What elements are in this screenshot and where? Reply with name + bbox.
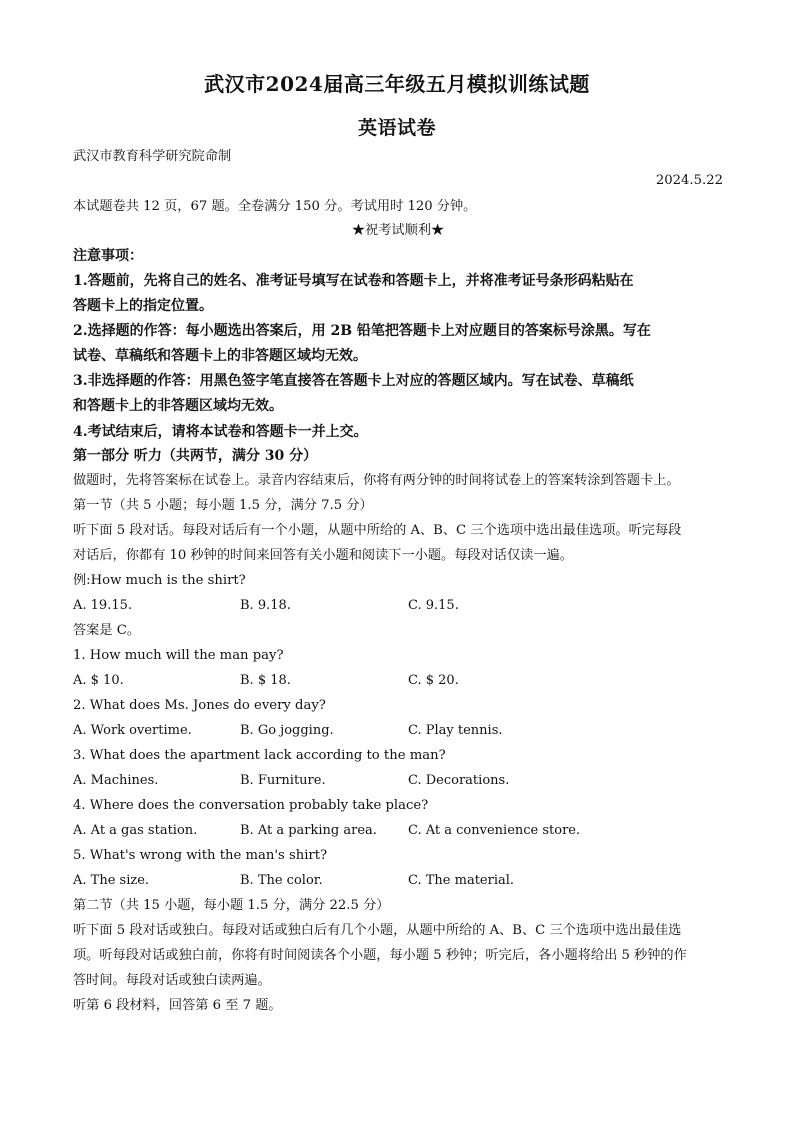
question-5: 5. What's wrong with the man's shirt? [73, 848, 328, 863]
notice-line: 3.非选择题的作答：用黑色签字笔直接答在答题卡上对应的答题区域内。写在试卷、草稿纸 [73, 373, 634, 389]
notice-heading: 注意事项： [73, 248, 143, 264]
exam-subtitle: 英语试卷 [357, 117, 436, 139]
question-4: 4. Where does the conversation probably take place? [73, 798, 429, 813]
section1-heading: 第一节（共 5 小题；每小题 1.5 分，满分 7.5 分） [73, 498, 373, 513]
section1-description: 听下面 5 段对话。每段对话后有一个小题，从题中所给的 A、B、C 三个选项中选出最佳选项。听完每段 [73, 523, 682, 538]
option-a: A. Work overtime. [73, 723, 192, 738]
notice-line: 4.考试结束后，请将本试卷和答题卡一并上交。 [73, 424, 368, 440]
option-b: B. Furniture. [240, 773, 326, 788]
good-luck-line: ★祝考试顺利★ [351, 223, 445, 238]
exam-date: 2024.5.22 [655, 173, 723, 188]
option-c: C. The material. [408, 873, 515, 888]
section2-description: 答时间。每段对话或独白读两遍。 [73, 973, 271, 988]
notice-line: 试卷、草稿纸和答题卡上的非答题区域均无效。 [73, 348, 367, 364]
notice-line: 1.答题前，先将自己的姓名、准考证号填写在试卷和答题卡上，并将准考证号条形码粘贴在 [73, 273, 634, 289]
author-line: 武汉市教育科学研究院命制 [73, 149, 232, 164]
option-c: C. At a convenience store. [408, 823, 581, 838]
option-c: C. $ 20. [408, 673, 459, 688]
option-c: C. 9.15. [408, 598, 459, 613]
option-b: B. $ 18. [240, 673, 291, 688]
option-a: A. $ 10. [73, 673, 124, 688]
option-a: A. 19.15. [73, 598, 133, 613]
option-b: B. 9.18. [240, 598, 291, 613]
exam-info: 本试题卷共 12 页，67 题。全卷满分 150 分。考试用时 120 分钟。 [73, 199, 477, 214]
section2-description: 项。听每段对话或独白前，你将有时间阅读各个小题，每小题 5 秒钟；听完后，各小题将给出 5 秒钟的作 [73, 948, 687, 963]
notice-line: 答题卡上的指定位置。 [73, 298, 213, 314]
example-question: 例:How much is the shirt? [73, 573, 246, 588]
material-6-instruction: 听第 6 段材料，回答第 6 至 7 题。 [73, 998, 282, 1013]
notice-line: 2.选择题的作答：每小题选出答案后，用 2B 铅笔把答题卡上对应题目的答案标号涂黑。写在 [73, 323, 651, 339]
example-answer: 答案是 C。 [73, 623, 141, 638]
option-c: C. Play tennis. [408, 723, 503, 738]
question-2: 2. What does Ms. Jones do every day? [73, 698, 326, 713]
exam-title: 武汉市2024届高三年级五月模拟训练试题 [204, 72, 590, 96]
part1-instruction: 做题时，先将答案标在试卷上。录音内容结束后，你将有两分钟的时间将试卷上的答案转涂到答题卡上。 [73, 473, 680, 488]
option-b: B. The color. [240, 873, 323, 888]
option-c: C. Decorations. [408, 773, 510, 788]
question-3: 3. What does the apartment lack according to the man? [73, 748, 446, 763]
notice-line: 和答题卡上的非答题区域均无效。 [73, 398, 283, 414]
option-a: A. The size. [73, 873, 150, 888]
section1-description: 对话后，你都有 10 秒钟的时间来回答有关小题和阅读下一小题。每段对话仅读一遍。 [73, 548, 573, 563]
option-b: B. At a parking area. [240, 823, 377, 838]
option-a: A. At a gas station. [73, 823, 198, 838]
option-a: A. Machines. [73, 773, 159, 788]
part1-heading: 第一部分 听力（共两节，满分 30 分） [73, 448, 318, 464]
section2-description: 听下面 5 段对话或独白。每段对话或独白后有几个小题，从题中所给的 A、B、C 三个选项中选出最佳选 [73, 923, 682, 938]
option-b: B. Go jogging. [240, 723, 334, 738]
question-1: 1. How much will the man pay? [73, 648, 284, 663]
section2-heading: 第二节（共 15 小题，每小题 1.5 分，满分 22.5 分） [73, 898, 390, 913]
